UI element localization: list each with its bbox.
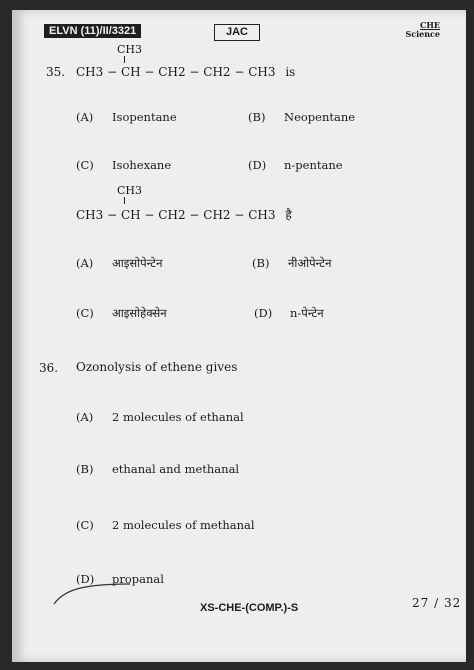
option-text: Isohexane — [112, 158, 172, 172]
exam-page — [12, 10, 466, 662]
option-label: (C) — [76, 306, 94, 320]
option-text: ethanal and methanal — [112, 462, 240, 476]
board-name: JAC — [214, 24, 260, 41]
option-label: (B) — [252, 256, 270, 270]
option-text: 2 molecules of methanal — [112, 518, 255, 532]
option-label: (D) — [254, 306, 273, 320]
q35-formula-hi — [76, 184, 292, 223]
subject-line-1: CHE — [419, 20, 440, 30]
q35-number: 35. — [46, 65, 66, 79]
option-label: (C) — [76, 518, 94, 532]
q35-option-c-hi — [76, 306, 167, 321]
q35-option-d-hi — [254, 306, 324, 321]
q35-option-b-en — [248, 110, 355, 124]
q36-question: Ozonolysis of ethene gives — [76, 360, 238, 374]
option-text: n-पेन्टेन — [290, 306, 324, 320]
option-label: (A) — [76, 410, 94, 424]
q35-option-a-en — [76, 110, 177, 124]
option-label: (C) — [76, 158, 94, 172]
option-text: नीओपेन्टेन — [288, 256, 332, 270]
q35-suffix-hi: है — [285, 208, 292, 222]
footer-code: XS-CHE-(COMP.)-S — [200, 602, 299, 614]
subject-label — [405, 21, 440, 39]
q35-branch-en: CH3 — [117, 43, 143, 56]
subject-line-2: Science — [405, 29, 440, 39]
option-label: (D) — [76, 572, 95, 586]
q36-option-b — [76, 462, 239, 476]
option-label: (B) — [76, 462, 94, 476]
option-text: Neopentane — [284, 110, 356, 124]
option-text: 2 molecules of ethanal — [112, 410, 244, 424]
option-text: propanal — [112, 572, 164, 586]
q35-option-d-en — [248, 158, 343, 172]
q35-formula-en — [76, 43, 296, 79]
option-text: Isopentane — [112, 110, 177, 124]
q35-suffix-en: is — [285, 65, 296, 79]
option-text: आइसोपेन्टेन — [112, 256, 163, 270]
q35-bond-hi — [124, 197, 125, 204]
q35-chain-hi: CH3 − CH − CH2 − CH2 − CH3 — [76, 208, 276, 222]
q36-number: 36. — [39, 361, 59, 375]
q35-branch-hi: CH3 — [117, 184, 143, 197]
q35-option-c-en — [76, 158, 171, 172]
q35-bond-en — [124, 56, 125, 63]
page-number: 27 / 32 — [412, 596, 462, 610]
q36-option-c — [76, 518, 255, 532]
option-text: n-pentane — [284, 158, 343, 172]
option-label: (A) — [76, 110, 94, 124]
q36-option-a — [76, 410, 244, 424]
option-text: आइसोहेक्सेन — [112, 306, 167, 320]
paper-code: ELVN (11)/II/3321 — [44, 24, 141, 38]
option-label: (D) — [248, 158, 267, 172]
option-label: (A) — [76, 256, 94, 270]
q35-chain-en: CH3 − CH − CH2 − CH2 − CH3 — [76, 65, 276, 79]
q35-option-a-hi — [76, 256, 162, 271]
pen-mark-icon — [52, 578, 132, 608]
q35-option-b-hi — [252, 256, 331, 271]
option-label: (B) — [248, 110, 266, 124]
